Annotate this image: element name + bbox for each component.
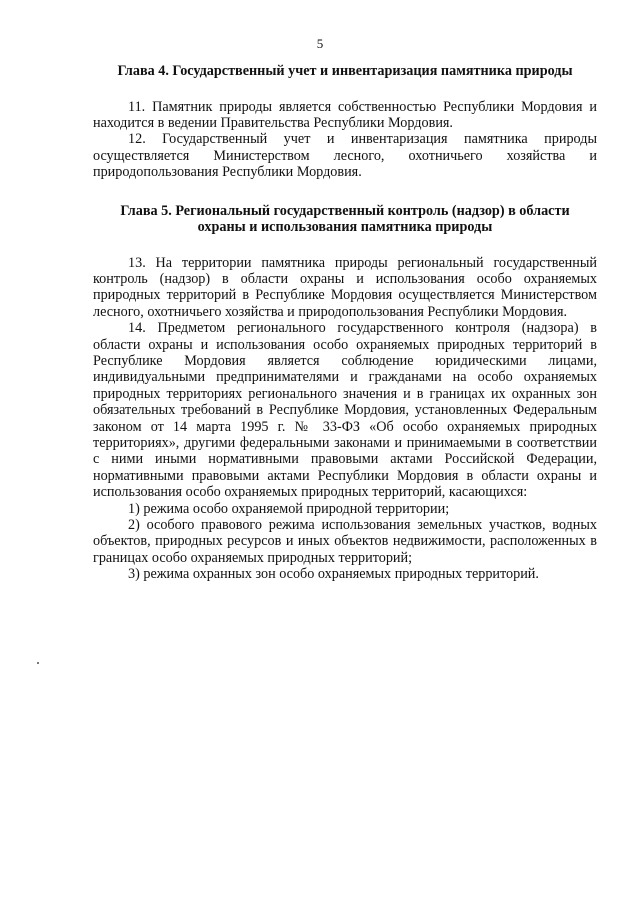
list-item-3: 3) режима охранных зон особо охраняемых природных территорий. xyxy=(128,566,539,583)
paragraph-13: 13. На территории памятника природы региональный государственный контроль (надзор) в области охраны и использования особо охраняемых природных территорий в Республике Мордовия осуществляется Министерством лесного, охотничьего хозяйства и природопользования Республики Мордовия. xyxy=(93,254,597,320)
paragraph-11: 11. Памятник природы является собственностью Республики Мордовия и находится в ведении Правительства Республики Мордовия. xyxy=(93,98,597,131)
paragraph-14: 14. Предметом регионального государственного контроля (надзора) в области охраны и использования особо охраняемых природных территорий в Республике Мордовия является соблюдение юридическими лицами, индивидуальными предпринимателями и гражданами на особо охраняемых природных территориях регионального значения и в границах их охранных зон обязательных требований в Республике Мордовия, установленных Федеральным законом от 14 марта 1995 г. № 33-ФЗ «Об особо охраняемых природных территориях», другими федеральными законами и принимаемыми в соответствии с ними иными нормативными правовыми актами Российской Федерации, нормативными правовыми актами Республики Мордовия в области охраны и использования особо охраняемых природных территорий, касающихся: xyxy=(93,320,597,501)
chapter-5-heading: Глава 5. Региональный государственный контроль (надзор) в области охраны и использования памятника природы xyxy=(120,202,570,236)
scan-speck xyxy=(37,662,39,664)
paragraph-12: 12. Государственный учет и инвентаризация памятника природы осуществляется Министерством лесного, охотничьего хозяйства и природопользования Республики Мордовия. xyxy=(93,131,597,181)
document-body xyxy=(93,63,597,583)
page-number: 5 xyxy=(316,36,324,51)
list-item-1: 1) режима особо охраняемой природной территории; xyxy=(128,500,450,517)
chapter-4-heading: Глава 4. Государственный учет и инвентаризация памятника природы xyxy=(117,63,573,79)
list-item-2: 2) особого правового режима использования земельных участков, водных объектов, природных ресурсов и иных объектов недвижимости, расположенных в границах особо охраняемых природных территорий; xyxy=(93,517,597,566)
